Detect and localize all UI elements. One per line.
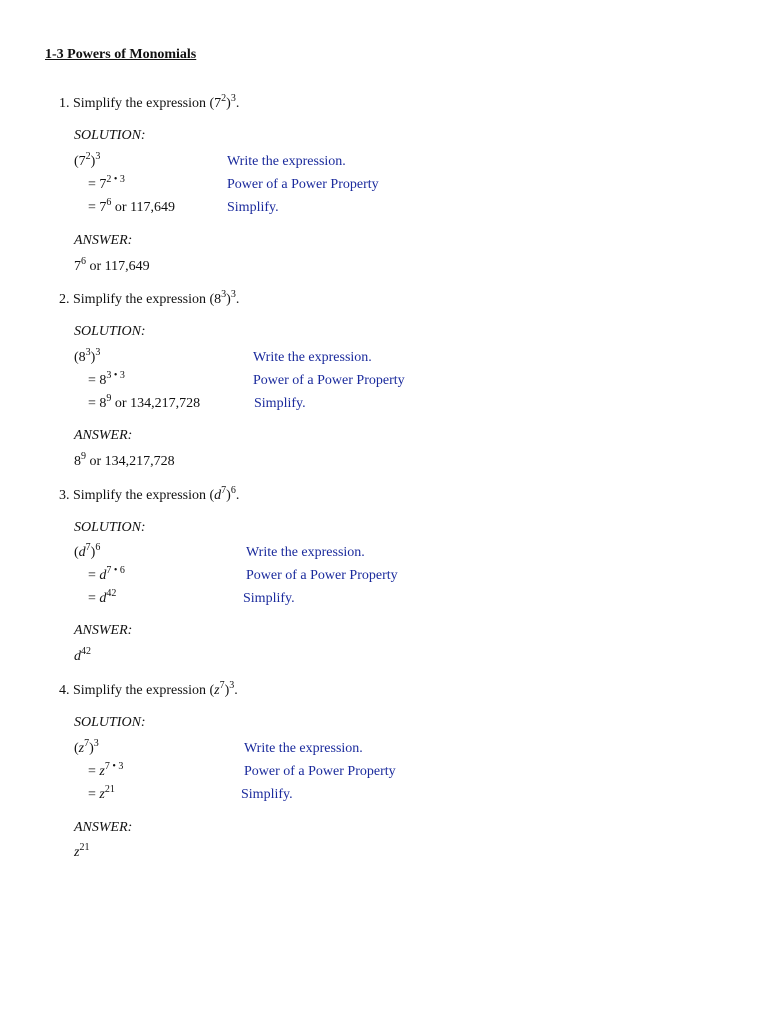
problem-4-step-2: = $z^{7 • 3}$ [88, 761, 124, 779]
problem-1-answer-label: ANSWER: [74, 233, 133, 248]
problem-3-step-2: = $d^{7 • 6}$ [88, 565, 125, 583]
problem-1-note-2: Power of a Power Property [227, 177, 379, 192]
problem-2-note-1: Write the expression. [253, 350, 372, 365]
problem-3-answer-label: ANSWER: [74, 623, 133, 638]
problem-2-note-2: Power of a Power Property [253, 373, 405, 388]
problem-3-note-1: Write the expression. [246, 545, 365, 560]
problem-4-step-1: $(z^7)^3$ [74, 738, 99, 756]
problem-1-step-1: $(7^2)^3$ [74, 151, 101, 169]
problem-2-prompt: 2. Simplify the expression $(8^3)^3$. [59, 289, 240, 307]
problem-4-prompt: 4. Simplify the expression $(z^7)^3$. [59, 680, 238, 698]
problem-1-step-2: = $7^{2 • 3}$ [88, 174, 125, 192]
problem-3-solution-label: SOLUTION: [74, 520, 146, 535]
problem-4-note-3: Simplify. [241, 787, 293, 802]
problem-4-answer: $z^{21}$ [74, 842, 90, 860]
problem-2-answer: $8^9$ or 134,217,728 [74, 451, 175, 469]
problem-3-answer: $d^{42}$ [74, 646, 91, 664]
problem-1-prompt: 1. Simplify the expression $(7^2)^3$. [59, 93, 240, 111]
problem-2-step-3: = $8^9$ or 134,217,728 [88, 393, 201, 411]
problem-1-note-3: Simplify. [227, 200, 279, 215]
problem-3-note-3: Simplify. [243, 591, 295, 606]
problem-3-step-1: $(d^7)^6$ [74, 542, 101, 560]
problem-1-answer: $7^6$ or 117,649 [74, 256, 150, 274]
problem-4-note-1: Write the expression. [244, 741, 363, 756]
problem-1-step-3: = $7^6$ or 117,649 [88, 197, 176, 215]
problem-4-solution-label: SOLUTION: [74, 715, 146, 730]
problem-2-step-2: = $8^{3 • 3}$ [88, 370, 125, 388]
problem-4-answer-label: ANSWER: [74, 820, 133, 835]
problem-4-note-2: Power of a Power Property [244, 764, 396, 779]
problem-3-note-2: Power of a Power Property [246, 568, 398, 583]
problem-2-note-3: Simplify. [254, 396, 306, 411]
problem-3-prompt: 3. Simplify the expression $(d^7)^6$. [59, 485, 240, 503]
problem-2-answer-label: ANSWER: [74, 428, 133, 443]
problem-4-step-3: = $z^{21}$ [88, 784, 115, 802]
problem-2-solution-label: SOLUTION: [74, 324, 146, 339]
problem-1-note-1: Write the expression. [227, 154, 346, 169]
page-title: 1-3 Powers of Monomials [45, 47, 197, 62]
problem-3-step-3: = $d^{42}$ [88, 588, 117, 606]
problem-1-solution-label: SOLUTION: [74, 128, 146, 143]
problem-2-step-1: $(8^3)^3$ [74, 347, 101, 365]
